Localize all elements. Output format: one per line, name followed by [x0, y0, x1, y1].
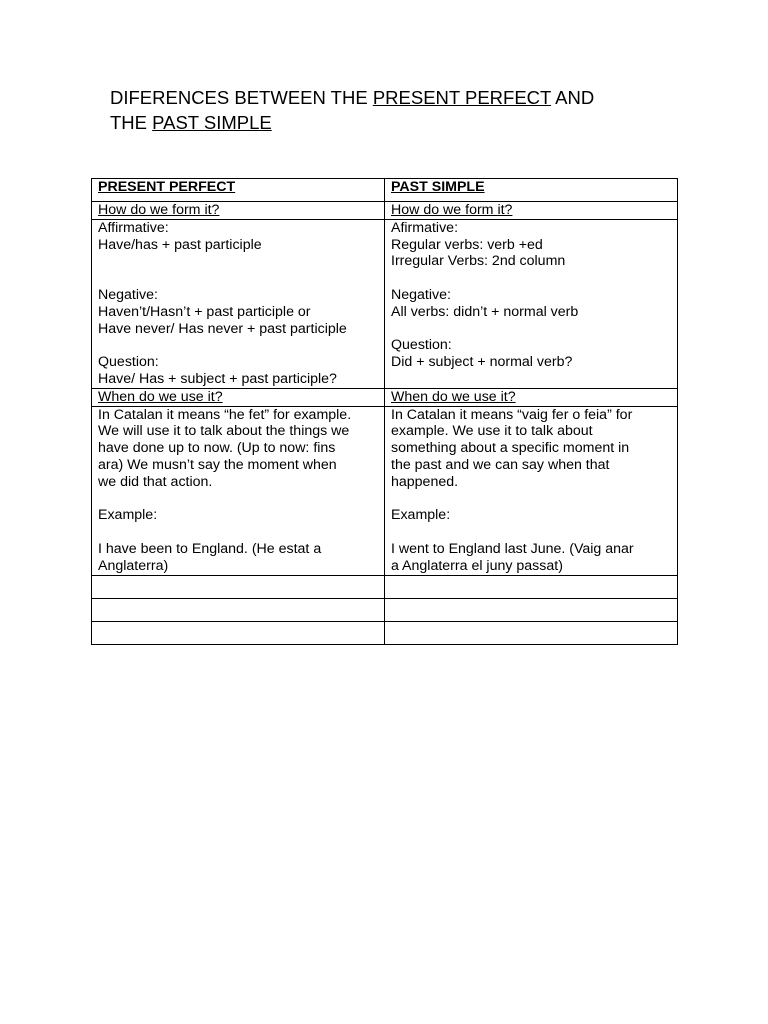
form-line: All verbs: didn’t + normal verb [391, 303, 579, 320]
form-line [98, 270, 378, 287]
form-present-perfect-cell [92, 219, 385, 388]
empty-cell [92, 621, 385, 644]
use-line: Example: [391, 507, 451, 524]
form-past-simple-cell [385, 219, 678, 388]
empty-cell [385, 575, 678, 598]
use-line: Anglaterra) [98, 557, 169, 574]
title-part-3: THE [110, 112, 153, 133]
use-line [391, 491, 671, 508]
form-line [391, 371, 671, 388]
use-line [98, 491, 378, 508]
use-line: ara) We musn’t say the moment when [98, 456, 337, 473]
empty-row [92, 575, 678, 598]
form-line: Negative: [98, 286, 158, 303]
form-line: Question: [391, 337, 452, 354]
use-line: the past and we can say when that [391, 456, 610, 473]
use-line: I have been to England. (He estat a [98, 540, 322, 557]
use-line: have done up to now. (Up to now: fins [98, 440, 336, 457]
use-line [391, 524, 671, 541]
form-line: Affirmative: [98, 219, 169, 236]
title-part-2: AND [551, 87, 595, 108]
header-row [92, 179, 678, 202]
empty-row [92, 598, 678, 621]
use-line: We will use it to talk about the things we [98, 423, 350, 440]
form-line [391, 270, 671, 287]
use-line: In Catalan it means “vaig fer o feia” for [391, 406, 633, 423]
use-question-row [92, 388, 678, 406]
use-line: example. We use it to talk about [391, 423, 593, 440]
empty-cell [385, 621, 678, 644]
use-past-simple-cell [385, 406, 678, 575]
form-question-present-perfect: How do we form it? [92, 202, 385, 220]
empty-cell [92, 575, 385, 598]
form-line: Did + subject + normal verb? [391, 354, 573, 371]
present-perfect-header: PRESENT PERFECT [92, 179, 385, 202]
document-title [110, 85, 710, 135]
use-present-perfect-cell [92, 406, 385, 575]
empty-cell [92, 598, 385, 621]
empty-row [92, 621, 678, 644]
use-line: Example: [98, 507, 158, 524]
form-line: Have never/ Has never + past participle [98, 320, 347, 337]
comparison-table [91, 178, 678, 645]
use-line: something about a specific moment in [391, 440, 630, 457]
form-line: Irregular Verbs: 2nd column [391, 253, 566, 270]
use-line: happened. [391, 473, 459, 490]
form-line: Negative: [391, 286, 451, 303]
title-present-perfect: PRESENT PERFECT [372, 87, 552, 108]
form-question-row [92, 202, 678, 220]
form-line [391, 321, 671, 338]
use-question-past-simple: When do we use it? [385, 388, 678, 406]
form-line: Haven’t/Hasn’t + past participle or [98, 303, 311, 320]
form-line: Afirmative: [391, 219, 459, 236]
title-part-1: DIFERENCES BETWEEN THE [110, 87, 373, 108]
form-row [92, 219, 678, 388]
use-line: we did that action. [98, 473, 213, 490]
form-line [98, 253, 378, 270]
use-row [92, 406, 678, 575]
use-line: a Anglaterra el juny passat) [391, 557, 563, 574]
form-question-past-simple: How do we form it? [385, 202, 678, 220]
empty-cell [385, 598, 678, 621]
title-past-simple: PAST SIMPLE [152, 112, 272, 133]
form-line [98, 337, 378, 354]
use-line [98, 524, 378, 541]
form-line: Regular verbs: verb +ed [391, 236, 543, 253]
past-simple-header: PAST SIMPLE [385, 179, 678, 202]
form-line: Have/has + past participle [98, 236, 262, 253]
use-line: I went to England last June. (Vaig anar [391, 540, 634, 557]
use-question-present-perfect: When do we use it? [92, 388, 385, 406]
use-line: In Catalan it means “he fet” for example. [98, 406, 352, 423]
form-line: Have/ Has + subject + past participle? [98, 370, 337, 387]
form-line: Question: [98, 354, 159, 371]
